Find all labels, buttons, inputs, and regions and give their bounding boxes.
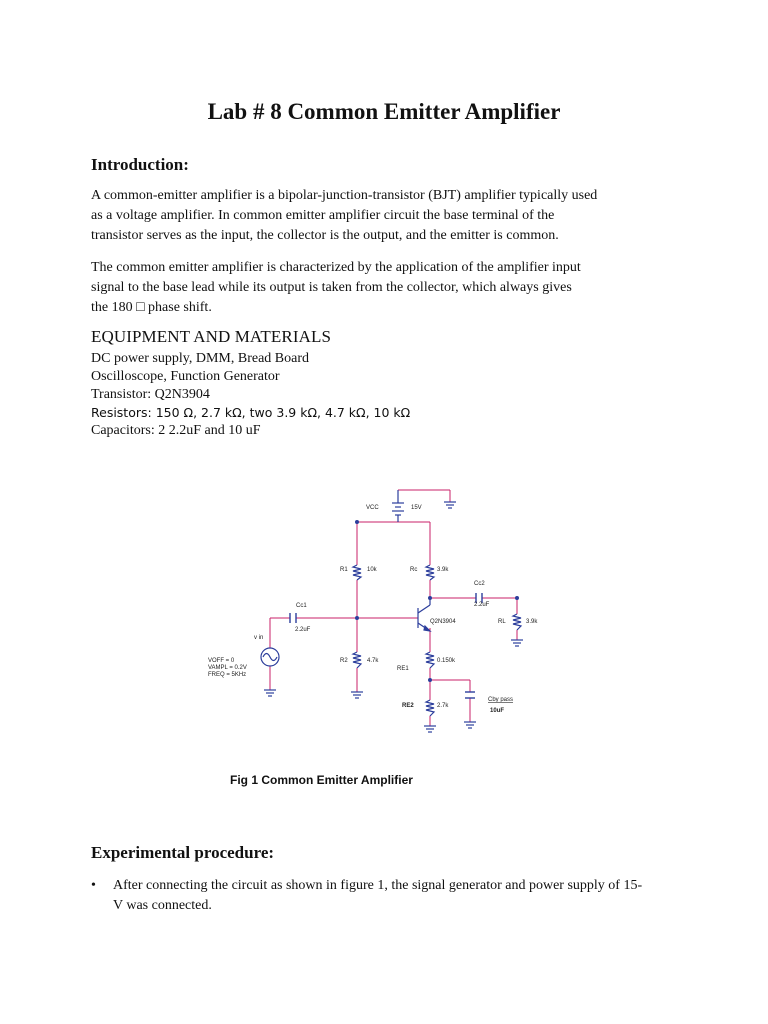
rl-value: 3.9k <box>526 619 538 625</box>
cc2-label: Cc2 <box>474 581 485 587</box>
r1-value: 10k <box>367 567 377 573</box>
r2-resistor-icon <box>353 652 361 668</box>
ground-icon <box>264 690 276 696</box>
ground-icon <box>464 722 476 728</box>
rl-resistor-icon <box>513 614 521 630</box>
equipment-item: Capacitors: 2 2.2uF and 10 uF <box>91 423 261 438</box>
cc1-value: 2.2uF <box>295 627 311 633</box>
intro-p2-line: the 180 □ phase shift. <box>91 300 212 315</box>
cc1-label: Cc1 <box>296 603 307 609</box>
equipment-item: DC power supply, DMM, Bread Board <box>91 351 310 366</box>
procedure-line: After connecting the circuit as shown in figure 1, the signal generator and power supply of 15- <box>113 878 643 893</box>
rc-resistor-icon <box>426 565 434 580</box>
introduction-heading: Introduction: <box>91 155 189 174</box>
vcc-label: VCC <box>366 505 379 511</box>
re2-resistor-icon <box>426 700 434 716</box>
procedure-line: V was connected. <box>113 898 212 913</box>
transistor-icon <box>418 598 430 631</box>
vin-label: v in <box>254 635 264 641</box>
re1-value: 0.150k <box>437 658 456 664</box>
transistor-label: Q2N3904 <box>430 619 456 625</box>
ground-icon <box>444 502 456 508</box>
ground-icon <box>424 726 436 732</box>
re1-label: RE1 <box>397 666 409 672</box>
equipment-item: Transistor: Q2N3904 <box>91 387 210 402</box>
rc-label: Rc <box>410 567 418 573</box>
intro-p1-line: as a voltage amplifier. In common emitter amplifier circuit the base terminal of the <box>91 208 555 223</box>
figure-caption: Fig 1 Common Emitter Amplifier <box>230 773 413 787</box>
vampl-label: VAMPL = 0.2V <box>208 665 247 671</box>
r2-label: R2 <box>340 658 348 664</box>
cbypass-value: 10uF <box>490 708 505 714</box>
re1-resistor-icon <box>426 652 434 668</box>
r2-value: 4.7k <box>367 658 379 664</box>
ground-icon <box>511 640 523 646</box>
re2-value: 2.7k <box>437 703 449 709</box>
r1-label: R1 <box>340 567 348 573</box>
procedure-heading: Experimental procedure: <box>91 843 275 862</box>
bullet-icon: • <box>91 878 96 893</box>
vcc-value: 15V <box>411 505 422 511</box>
rc-value: 3.9k <box>437 567 449 573</box>
equipment-heading: EQUIPMENT AND MATERIALS <box>91 327 331 346</box>
freq-label: FREQ = 5KHz <box>208 672 247 678</box>
rl-label: RL <box>498 619 506 625</box>
re2-label: RE2 <box>402 703 414 709</box>
vcc-battery-icon <box>392 490 404 522</box>
equipment-item: Resistors: 150 Ω, 2.7 kΩ, two 3.9 kΩ, 4.7 kΩ, 10 kΩ <box>91 405 411 420</box>
intro-p2-line: signal to the base lead while its output is taken from the collector, which always gives <box>91 280 572 295</box>
cbypass-label: Cby pass <box>488 697 514 703</box>
intro-p2-line: The common emitter amplifier is characterized by the application of the amplifier input <box>91 260 581 275</box>
ground-icon <box>351 692 363 698</box>
cc1-capacitor-icon <box>290 613 296 623</box>
cc2-value: 2.2uF <box>474 602 490 608</box>
page-title: Lab # 8 Common Emitter Amplifier <box>207 99 561 124</box>
voff-label: VOFF = 0 <box>208 658 235 664</box>
ac-source-icon <box>261 648 279 666</box>
equipment-item: Oscilloscope, Function Generator <box>91 369 280 384</box>
intro-p1-line: A common-emitter amplifier is a bipolar-junction-transistor (BJT) amplifier typically used <box>91 188 598 203</box>
cbypass-capacitor-icon <box>465 692 475 698</box>
r1-resistor-icon <box>353 565 361 580</box>
intro-p1-line: transistor serves as the input, the collector is the output, and the emitter is common. <box>91 228 559 243</box>
